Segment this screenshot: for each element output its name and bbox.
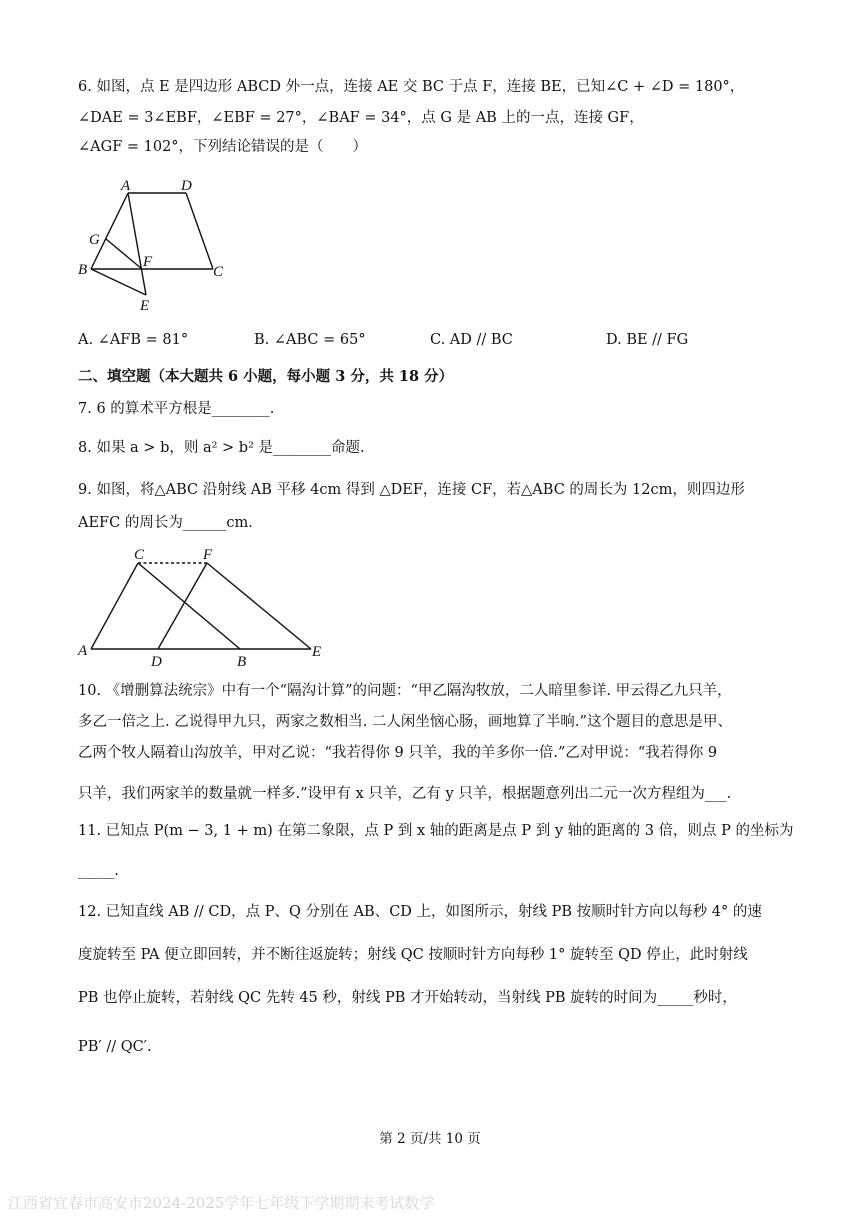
q6-option-a: A. ∠AFB = 81° (78, 332, 189, 348)
q12-line-1: 12. 已知直线 AB // CD，点 P、Q 分别在 AB、CD 上，如图所示，射线 PB 按顺时针方向以每秒 4° 的速 (78, 904, 762, 920)
label-a: A (121, 178, 131, 194)
label-b: B (78, 262, 88, 278)
segment-ac (91, 563, 138, 649)
q12-line-2: 度旋转至 PA 便立即回转，并不断往返旋转；射线 QC 按顺时针方向每秒 1° 旋转至 QD 停止，此时射线 (78, 947, 748, 963)
q6-line-2: ∠DAE = 3∠EBF，∠EBF = 27°，∠BAF = 34°，点 G 是 AB 上的一点，连接 GF， (78, 110, 644, 126)
segment-cb (138, 563, 240, 649)
q10-line-3: 乙两个牧人隔着山沟放羊，甲对乙说：“我若得你 9 只羊，我的羊多你一倍.”乙对甲说：“我若得你 9 (78, 745, 718, 761)
segment-dc (186, 193, 213, 269)
q6-option-b: B. ∠ABC = 65° (254, 332, 366, 348)
label-d: D (151, 654, 162, 670)
q10-line-1: 10. 《增删算法统宗》中有一个“隔沟计算”的问题：“甲乙隔沟牧放，二人暗里参详. 甲云得乙九只羊， (78, 683, 732, 699)
segment-fe (207, 563, 311, 649)
q12-line-4: PB′ // QC′. (78, 1039, 152, 1055)
q7: 7. 6 的算术平方根是________. (78, 401, 275, 417)
q9-figure (76, 542, 336, 670)
label-f: F (203, 547, 213, 563)
label-a: A (78, 643, 88, 659)
q12-line-3: PB 也停止旋转，若射线 QC 先转 45 秒，射线 PB 才开始转动，当射线 PB 旋转的时间为_____秒时， (78, 990, 737, 1006)
label-f: F (143, 254, 153, 270)
q10-line-4: 只羊，我们两家羊的数量就一样多.”设甲有 x 只羊，乙有 y 只羊，根据题意列出二元一次方程组为___. (78, 786, 732, 802)
q11-line-1: 11. 已知点 P(m − 3, 1 + m) 在第二象限，点 P 到 x 轴的距离是点 P 到 y 轴的距离的 3 倍，则点 P 的坐标为 (78, 823, 794, 839)
section-heading: 二、填空题（本大题共 6 小题，每小题 3 分，共 18 分） (78, 368, 454, 385)
label-g: G (89, 232, 100, 248)
q6-line-3: ∠AGF = 102°，下列结论错误的是（ ） (78, 139, 368, 155)
q8: 8. 如果 a > b，则 a² > b² 是________命题. (78, 440, 365, 456)
label-e: E (140, 298, 150, 314)
q9-line-2: AEFC 的周长为______cm. (78, 515, 253, 531)
segment-be (91, 269, 146, 295)
segment-ae (128, 193, 146, 295)
q11-line-2: _____. (78, 863, 119, 879)
watermark: 江西省宜春市高安市2024-2025学年七年级下学期期末考试数学 (8, 1194, 435, 1212)
q6-figure (76, 172, 246, 317)
q6-option-c: C. AD // BC (430, 332, 513, 348)
label-e: E (312, 644, 322, 660)
q6-option-d: D. BE // FG (606, 332, 689, 348)
segment-df (158, 563, 207, 649)
q6-line-1: 6. 如图，点 E 是四边形 ABCD 外一点，连接 AE 交 BC 于点 F，连接 BE，已知∠C + ∠D = 180°， (78, 79, 745, 95)
page-footer: 第 2 页/共 10 页 (379, 1131, 481, 1147)
label-d: D (181, 178, 192, 194)
q10-line-2: 多乙一倍之上. 乙说得甲九只，两家之数相当. 二人闲坐恼心肠，画地算了半晌.”这个题目的意思是甲、 (78, 714, 732, 730)
label-c: C (213, 264, 224, 280)
q9-line-1: 9. 如图，将△ABC 沿射线 AB 平移 4cm 得到 △DEF，连接 CF，若△ABC 的周长为 12cm，则四边形 (78, 482, 745, 498)
label-c: C (134, 547, 145, 563)
label-b: B (237, 654, 247, 670)
segment-ab (91, 193, 128, 269)
